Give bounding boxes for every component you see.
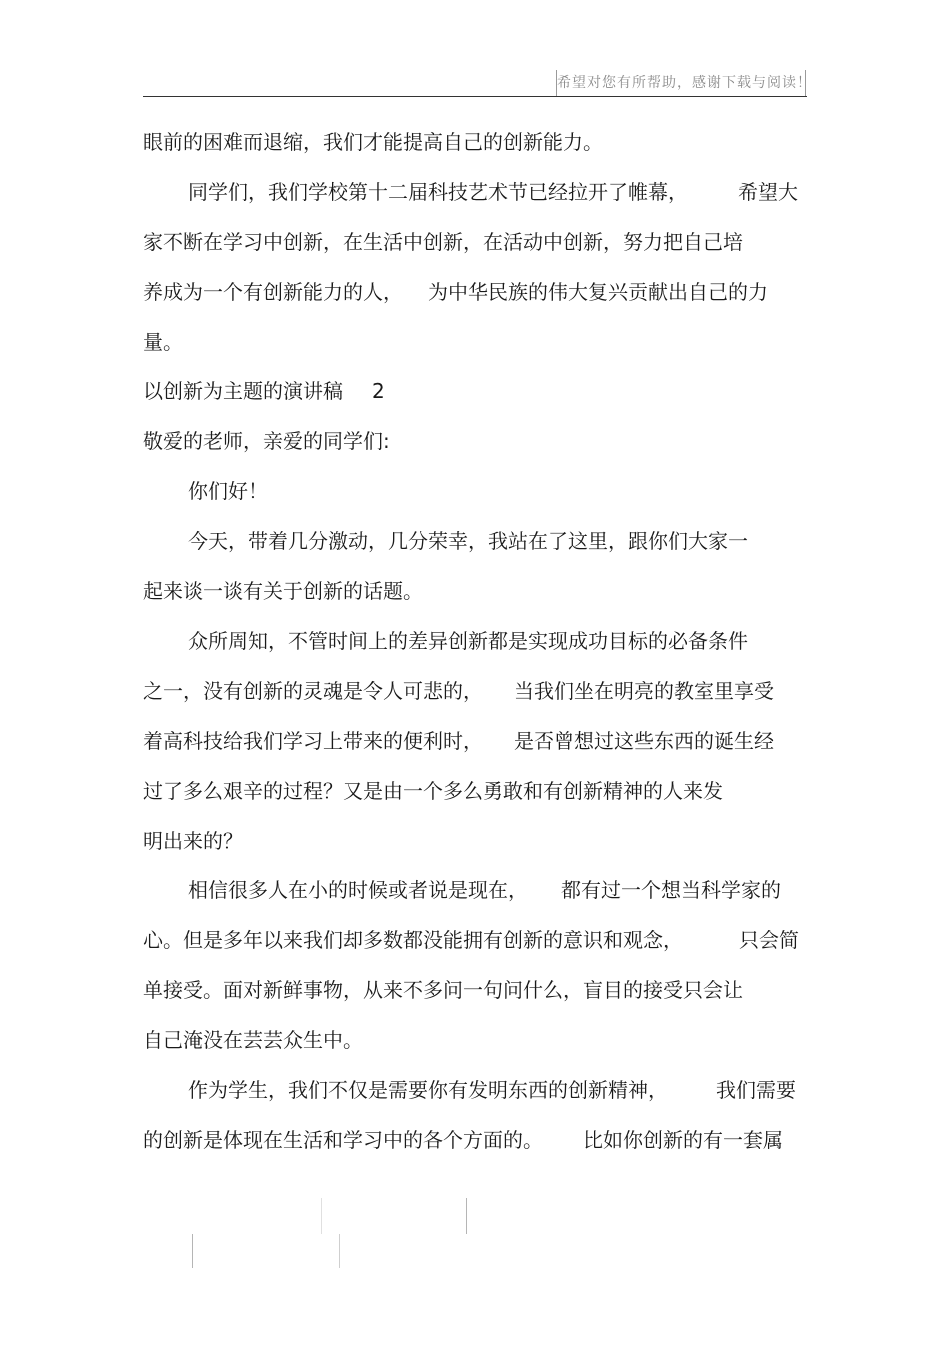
text-line: 我们需要 (716, 1078, 796, 1102)
text-line: 的创新是体现在生活和学习中的各个方面的。 (143, 1128, 543, 1152)
header-divider (143, 96, 807, 97)
text-line: 起来谈一谈有关于创新的话题。 (143, 579, 423, 603)
text-line: 是否曾想过这些东西的诞生经 (514, 729, 774, 753)
scan-artifact-line (321, 1198, 322, 1234)
salutation: 敬爱的老师，亲爱的同学们: (143, 429, 390, 453)
text-line: 只会简 (739, 928, 799, 952)
text-line: 当我们坐在明亮的教室里享受 (514, 679, 774, 703)
text-line: 众所周知，不管时间上的差异创新都是实现成功目标的必备条件 (188, 629, 748, 653)
text-line: 家不断在学习中创新，在生活中创新，在活动中创新，努力把自己培 (143, 230, 743, 254)
text-line: 都有过一个想当科学家的 (561, 878, 781, 902)
text-line: 单接受。面对新鲜事物，从来不多问一句问什么，盲目的接受只会让 (143, 978, 743, 1002)
text-line: 之一，没有创新的灵魂是令人可悲的， (143, 679, 483, 703)
section-number: 2 (372, 379, 385, 403)
text-line: 明出来的？ (143, 829, 243, 853)
text-line: 心。但是多年以来我们却多数都没能拥有创新的意识和观念， (143, 928, 683, 952)
text-line: 同学们，我们学校第十二届科技艺术节已经拉开了帷幕， (188, 180, 688, 204)
section-title: 以创新为主题的演讲稿 (143, 379, 343, 403)
scan-artifact-line (339, 1234, 340, 1268)
text-line: 今天，带着几分激动，几分荣幸，我站在了这里，跟你们大家一 (188, 529, 748, 553)
scan-artifact-line (466, 1198, 467, 1234)
text-line: 养成为一个有创新能力的人， (143, 280, 403, 304)
text-line: 过了多么艰辛的过程？又是由一个多么勇敢和有创新精神的人来发 (143, 779, 723, 803)
greeting: 你们好！ (188, 479, 268, 503)
text-line: 自己淹没在芸芸众生中。 (143, 1028, 363, 1052)
text-line: 相信很多人在小的时候或者说是现在， (188, 878, 528, 902)
text-line: 比如你创新的有一套属 (583, 1128, 783, 1152)
text-line: 作为学生，我们不仅是需要你有发明东西的创新精神， (188, 1078, 668, 1102)
text-line: 为中华民族的伟大复兴贡献出自己的力 (428, 280, 768, 304)
header-note: 希望对您有所帮助，感谢下载与阅读！ (556, 70, 806, 96)
scan-artifact-line (192, 1234, 193, 1268)
text-line: 着高科技给我们学习上带来的便利时， (143, 729, 483, 753)
text-line: 量。 (143, 330, 183, 354)
text-line: 希望大 (738, 180, 798, 204)
text-line: 眼前的困难而退缩，我们才能提高自己的创新能力。 (143, 130, 603, 154)
